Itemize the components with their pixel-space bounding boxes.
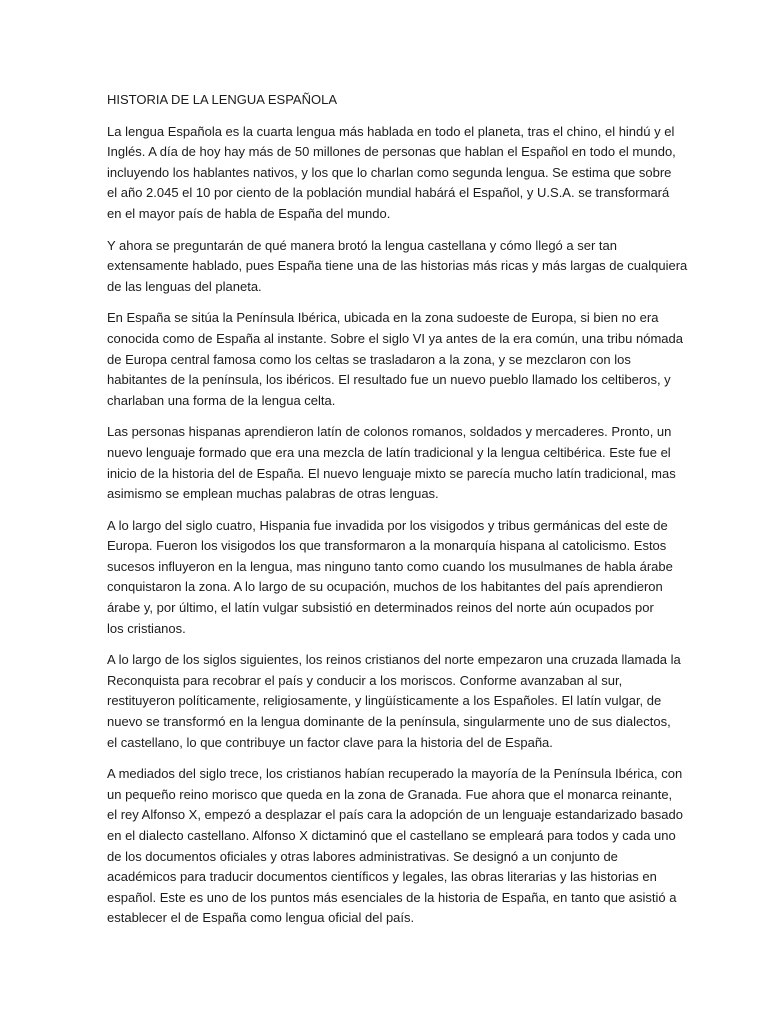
text-line: de Europa central famosa como los celtas se trasladaron a la zona, y se mezclaron con los	[107, 351, 631, 367]
paragraphs-container	[107, 122, 688, 929]
document-title: HISTORIA DE LA LENGUA ESPAÑOLA	[107, 92, 337, 107]
text-line: asimismo se emplean muchas palabras de otras lenguas.	[107, 486, 439, 502]
paragraph-3	[107, 308, 683, 411]
text-line: extensamente hablado, pues España tiene una de las historias más ricas y más largas de cualquiera	[107, 258, 688, 274]
text-line: un pequeño reino morisco que queda en la zona de Granada. Fue ahora que el monarca reinante,	[107, 786, 673, 802]
paragraph-1	[107, 122, 677, 225]
text-line: establecer el de España como lengua oficial del país.	[107, 910, 415, 926]
text-line: español. Este es uno de los puntos más esenciales de la historia de España, en tanto que asistió a	[107, 889, 677, 905]
text-line: conquistaron la zona. A lo largo de su ocupación, muchos de los habitantes del país aprendieron	[107, 579, 663, 595]
paragraph-6	[107, 650, 681, 753]
text-line: Y ahora se preguntarán de qué manera brotó la lengua castellana y cómo llegó a ser tan	[107, 237, 617, 253]
text-line: de los documentos oficiales y otras labores administrativas. Se designó a un conjunto de	[107, 848, 618, 864]
paragraph-2	[107, 236, 688, 298]
text-line: A lo largo de los siglos siguientes, los reinos cristianos del norte empezaron una cruzada llamada la	[107, 652, 681, 668]
text-line: nuevo lenguaje formado que era una mezcla de latín tradicional y la lengua celtibérica. Este fue el	[107, 444, 671, 460]
text-line: En España se sitúa la Península Ibérica, ubicada en la zona sudoeste de Europa, si bien no era	[107, 310, 659, 326]
text-line: Inglés. A día de hoy hay más de 50 millones de personas que hablan el Español en todo el mundo,	[107, 144, 676, 160]
text-line: académicos para traducir documentos científicos y legales, las obras literarias y las historias en	[107, 869, 657, 885]
paragraph-4	[107, 422, 677, 504]
paragraph-5	[107, 516, 677, 640]
text-line: el rey Alfonso X, empezó a desplazar el país cara la adopción de un lenguaje estandarizado basado	[107, 807, 683, 823]
text-line: A lo largo del siglo cuatro, Hispania fue invadida por los visigodos y tribus germánicas del este de	[107, 517, 668, 533]
text-line: el año 2.045 el 10 por ciento de la población mundial habárá el Español, y U.S.A. se transformará	[107, 185, 670, 201]
text-line: A mediados del siglo trece, los cristianos habían recuperado la mayoría de la Península Ibérica, con	[107, 766, 683, 782]
text-line: incluyendo los hablantes nativos, y los que lo charlan como segunda lengua. Se estima que sobre	[107, 164, 672, 180]
text-line: árabe y, por último, el latín vulgar subsistió en determinados reinos del norte aún ocupados por	[107, 600, 654, 616]
text-line: conocida como de España al instante. Sobre el siglo VI ya antes de la era común, una tribu nómada	[107, 330, 683, 346]
text-line: La lengua Española es la cuarta lengua más hablada en todo el planeta, tras el chino, el hindú y el	[107, 123, 675, 139]
paragraph-7	[107, 764, 683, 929]
text-line: restituyeron políticamente, religiosamente, y lingüísticamente a los Españoles. El latín vulgar, de	[107, 693, 662, 709]
text-line: charlaban una forma de la lengua celta.	[107, 392, 336, 408]
text-line: en el dialecto castellano. Alfonso X dictaminó que el castellano se empleará para todos y cada uno	[107, 828, 676, 843]
text-line: inicio de la historia del de España. El nuevo lenguaje mixto se parecía mucho latín tradicional, mas	[107, 465, 676, 481]
text-line: el castellano, lo que contribuye un factor clave para la historia del de España.	[107, 734, 553, 750]
text-line: Reconquista para recobrar el país y conducir a los moriscos. Conforme avanzaban al sur,	[107, 672, 623, 688]
text-line: sucesos influyeron en la lengua, mas ninguno tanto como cuando los musulmanes de habla árabe	[107, 558, 673, 574]
text-line: habitantes de la península, los ibéricos. El resultado fue un nuevo pueblo llamado los celtiberos, y	[107, 372, 671, 388]
text-line: los cristianos.	[107, 620, 186, 636]
text-line: en el mayor país de habla de España del mundo.	[107, 205, 391, 221]
text-line: nuevo se transformó en la lengua dominante de la península, singularmente uno de sus dialectos,	[107, 714, 671, 730]
document-body	[107, 90, 688, 940]
text-line: de las lenguas del planeta.	[107, 278, 262, 294]
text-line: Las personas hispanas aprendieron latín de colonos romanos, soldados y mercaderes. Pronto, un	[107, 424, 672, 440]
text-line: Europa. Fueron los visigodos los que transformaron a la monarquía hispana al catolicismo. Estos	[107, 538, 667, 554]
